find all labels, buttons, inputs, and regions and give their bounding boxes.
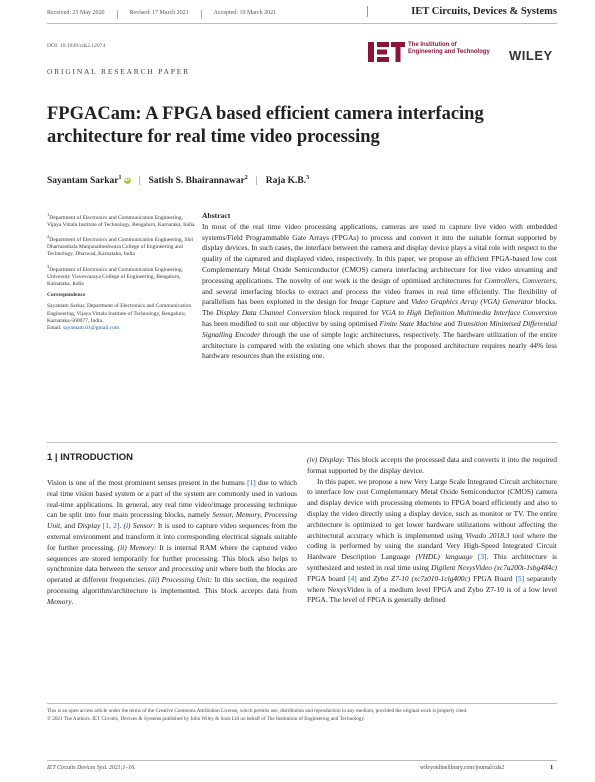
abstract-text: and [395, 297, 412, 307]
citation-link[interactable]: [5] [515, 573, 525, 583]
abstract-text: and [442, 318, 457, 328]
abstract-emphasis: Transition Minimised Differential Signalling Encoder [202, 318, 558, 339]
author-name: Raja K.B. [265, 176, 307, 187]
page-number: 1 [550, 764, 554, 771]
abstract-emphasis: VGA to High Definition Multimedia Interface Conversion [381, 308, 557, 318]
date-divider [117, 10, 118, 19]
iet-name [408, 42, 490, 56]
body-emphasis: Memory [47, 596, 72, 606]
abstract-heading: Abstract [202, 211, 231, 220]
abstract-text: , and several interfacing blocks to extract and process the video frames in real time efficiently. The flexibility of parallelism has been exploited in the design for [202, 275, 557, 307]
affiliation-2 [47, 233, 195, 258]
author-name: Sayantam Sarkar [47, 176, 119, 187]
abstract-emphasis: Controllers, Converters [484, 275, 556, 285]
footnote-rule [47, 703, 557, 704]
abstract-emphasis: Video Graphics Array (VGA) Generator [411, 297, 534, 307]
citation-link[interactable]: [4] [348, 573, 357, 583]
body-emphasis: Digilent NexysVideo (xc7a200t-1sbg484c) [431, 562, 557, 572]
body-text: FPGA Board [470, 573, 516, 583]
section-heading-introduction: 1 | INTRODUCTION [47, 452, 134, 463]
body-emphasis: (i) Sensor: [123, 521, 156, 531]
citation-link[interactable]: [3] [477, 552, 487, 562]
abstract-text: block required for [321, 308, 382, 318]
abstract-text: In most of the real time video processing applications, cameras are used to capture live video with embedded systems/Field Programmable Gate Arrays (FPGAs) to process and convert it into the suitable format supported by display devices. In such cases, the interface between the camera and display device plays a vital role with respect to the quality of the captured and displayed video, respectively. In this paper, we propose an efficient FPGA-based low cost Complementary Metal Oxide Semiconductor (CMOS) camera interfacing architecture for live video streaming and processing applications. The novelty of our work is the design of optimised architectures for [202, 221, 557, 285]
article-dates [47, 10, 276, 19]
license-text: This is an open access article under the terms of the Creative Commons Attribution License, which permits use, distribution and reproduction in any medium, provided the original work is properly cited. [47, 708, 468, 714]
citation-link[interactable]: [1] [247, 478, 256, 487]
article-title: FPGACam: A FPGA based efficient camera interfacing architecture for real time video processing [47, 104, 484, 147]
body-emphasis: sensor [137, 564, 157, 574]
body-text: and [356, 573, 374, 583]
body-emphasis: (ii) Memory: [117, 542, 157, 552]
body-emphasis: Display [77, 521, 101, 531]
accepted-date: Accepted: 19 March 2021 [213, 10, 277, 16]
footer-url[interactable]: wileyonlinelibrary.com/journal/cds2 [420, 765, 505, 771]
correspondence-text [47, 303, 195, 332]
header-rule [47, 23, 557, 24]
affiliation-sup: 2 [47, 234, 50, 240]
abstract [202, 211, 557, 362]
affiliation-sup: 1 [47, 212, 50, 217]
author-sup: 3 [306, 175, 310, 181]
abstract-text: through the use of simple logic architectures, respectively. The hardware utilization of the entire architecture is compared with the existing one which shows that the proposed architecture requires nearly 44% less hardware resources than the existing one. [202, 329, 557, 361]
body-text: tool where the coding is performed by using the standard Very High-Speed Integrated Circuit Hardware Description Language [307, 530, 557, 562]
body-text: Vision is one of the most prominent senses present in the humans [47, 478, 248, 487]
body-text: and [156, 564, 172, 574]
correspondence-title: Correspondence [47, 292, 86, 299]
body-text: FPGA board [307, 573, 349, 583]
body-text: It is internal RAM where the captured video sequences are stored temporarily for further processing. This block also helps to synchronize data between the [47, 542, 297, 574]
affiliation-text: Department of Electronics and Communication Engineering, University Visvesvaraya College of Engineering, Bengaluru, Karnataka, India [47, 266, 184, 287]
body-text: This block accepts the processed data and converts it into the required format supported by the display device. [307, 455, 557, 475]
body-column-right [307, 455, 557, 606]
footnote [47, 708, 557, 723]
body-column-left [47, 478, 297, 608]
body-emphasis: (VHDL) language [415, 552, 473, 562]
body-emphasis: Zybo Z7-10 (xc7z010-1clg400c) [373, 573, 471, 583]
affiliation-sup: 3 [47, 263, 50, 269]
body-text: It is used to capture video sequences from the external environment and transform it into corresponding electrical signals suitable for further processing. [47, 521, 297, 552]
received-date: Received: 25 May 2020 [47, 10, 105, 16]
body-text: separately where NexysVideo is of a medium level FPGA and Zybo Z7-10 is of a low level FPGA. The level of FPGA is generally defined [307, 573, 557, 605]
revised-date: Revised: 17 March 2021 [129, 10, 189, 16]
affiliation-text: Department of Electronics and Communication Engineering, Shri Dharmasthala Manjunatheshwara College of Engineering and Technology, Dharwad, Karnataka, India [47, 237, 194, 258]
author-list [47, 175, 309, 186]
wiley-logo: WILEY [509, 48, 553, 63]
correspondence-email[interactable]: sayantam.61@gmail.com [63, 324, 120, 331]
orcid-icon[interactable]: iD [124, 177, 130, 184]
abstract-text: has been modified to suit our objective by using optimised [202, 318, 380, 328]
footer-rule [47, 760, 557, 761]
author-divider: | [138, 175, 141, 186]
date-divider [201, 10, 202, 19]
section-rule [47, 442, 557, 443]
body-text: . This architecture is synthesized and tested in real time using [307, 552, 558, 572]
author-sup: 2 [244, 175, 248, 181]
iet-line-2: Engineering and Technology [408, 49, 490, 55]
author-divider: | [255, 175, 258, 186]
author-3[interactable] [266, 175, 309, 186]
body-emphasis: (iv) Display: [307, 455, 345, 464]
author-2[interactable] [148, 175, 247, 186]
iet-logo-icon [368, 40, 406, 64]
abstract-text: blocks. The [202, 297, 557, 318]
affiliation-1 [47, 211, 195, 229]
abstract-emphasis: Finite State Machine [379, 318, 443, 328]
journal-name[interactable]: IET Circuits, Devices & Systems [367, 6, 557, 17]
abstract-emphasis: Image Capture [350, 297, 396, 307]
author-sup: 1 [118, 175, 122, 181]
body-text: . [119, 521, 124, 531]
doi[interactable]: DOI: 10.1049/cds2.12074 [47, 43, 106, 49]
affiliation-text: Department of Electronics and Communication Engineering, Vijaya Vittala Institute of Technology, Bengaluru, Karnataka, India [47, 214, 195, 229]
citation-link[interactable]: [1, 2] [102, 521, 120, 531]
author-1[interactable] [47, 175, 131, 186]
correspondence-address: Sayantam Sarkar, Department of Electronics and Communication Engineering, Vijaya Vittala Institute of Technology, Bengaluru, Karnataka-560077, India. [47, 303, 192, 324]
body-emphasis: processing unit [171, 564, 218, 574]
email-label: Email: [47, 324, 62, 331]
affiliation-3 [47, 263, 195, 288]
affiliations [47, 211, 195, 336]
iet-line-1: The Institution of [408, 42, 457, 48]
body-text: due to which real time vision based system or a part of the system are commonly used in various real-time applications. In general, any real time video/image processing technique can be split into four main processing blocks, namely [47, 478, 297, 520]
body-text: and [62, 521, 78, 531]
body-text: where both the blocks are operated at different frequencies. [47, 564, 297, 585]
footer-citation: IET Circuits Devices Syst. 2021;1–16. [47, 765, 136, 771]
article-type: ORIGINAL RESEARCH PAPER [47, 67, 190, 76]
body-text: In this section, the required processing algorithm/architecture is implemented. This block accepts data from [47, 575, 297, 595]
body-emphasis: Sensor, Memory, Processing Unit, [47, 510, 297, 531]
body-emphasis: (iii) Processing Unit: [148, 575, 213, 585]
body-emphasis: Vivado 2018.3 [465, 530, 510, 540]
abstract-emphasis: Display Data Channel Conversion [216, 308, 322, 318]
body-text: . [71, 596, 74, 606]
author-name: Satish S. Bhairannawar [148, 176, 245, 187]
body-text: In this paper, we propose a new Very Large Scale Integrated Circuit architecture to interface low cost Complementary Metal Oxide Semiconductor (CMOS) camera and display device with processing elements to FPGA board efficiently and also to display the video directly using a display device, such as monitor or TV. The entire architecture is optimized to get lower hardware utilizations without affecting the architectural accuracy which is implemented using [307, 476, 557, 540]
copyright-text: © 2021 The Authors. IET Circuits, Devices & Systems published by John Wiley & Sons Ltd on behalf of The Institution of Engineering and Technology. [47, 715, 365, 722]
